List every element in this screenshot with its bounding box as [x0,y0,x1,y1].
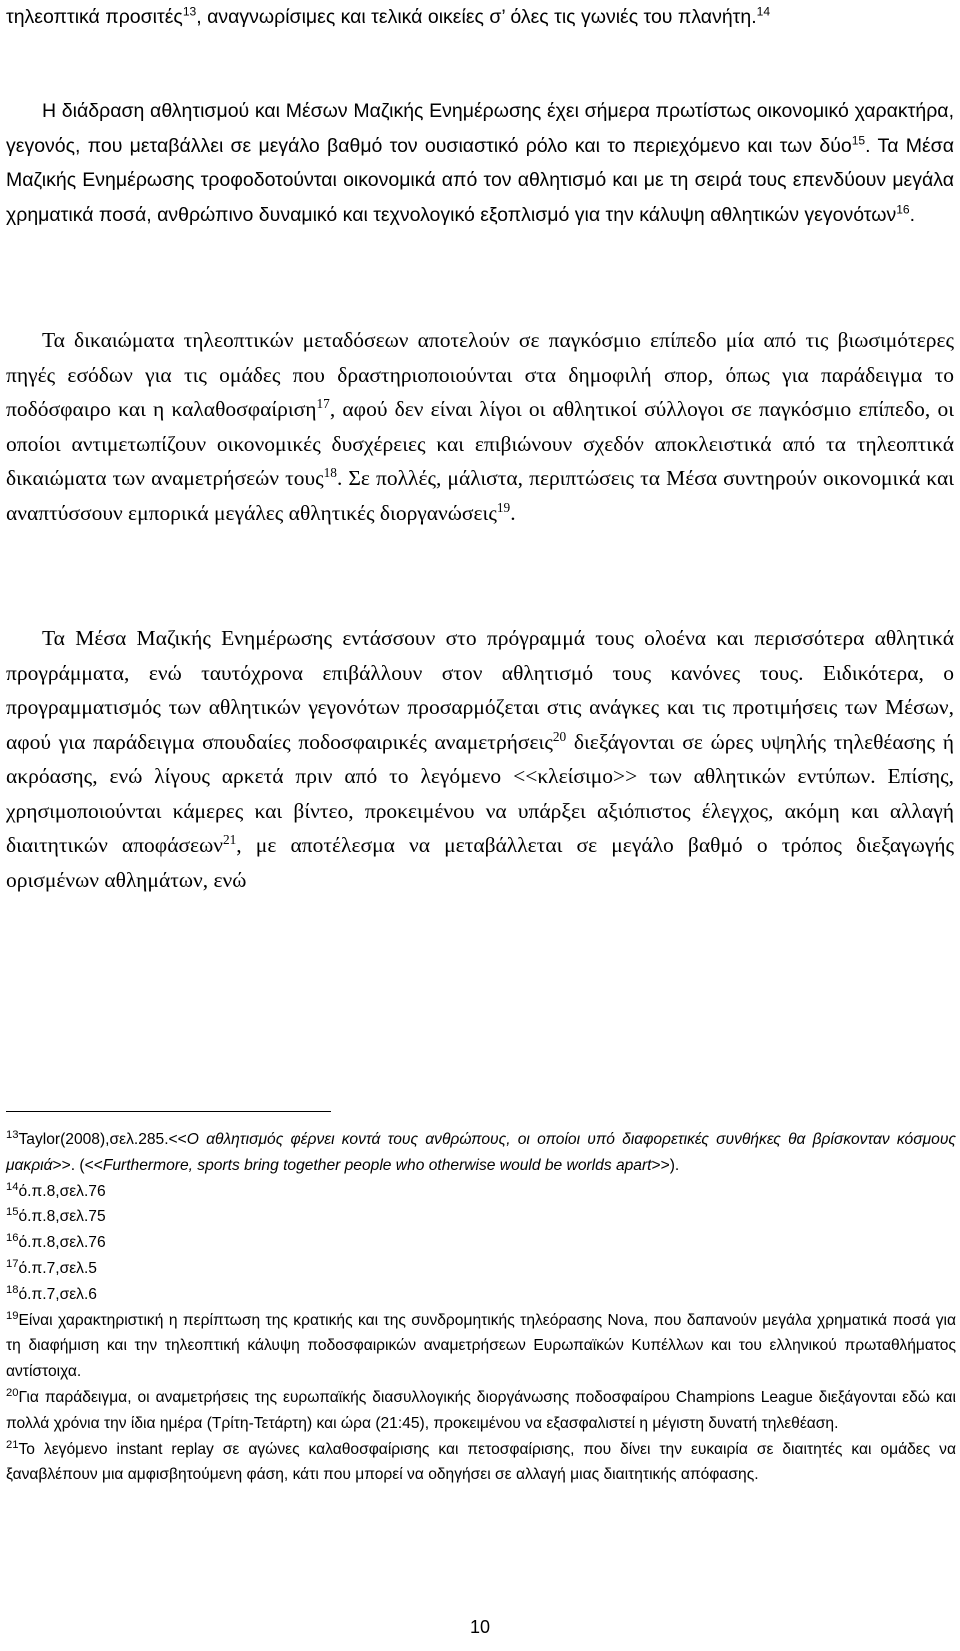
footnote-quote-greek: Ο αθλητισμός φέρνει κοντά τους ανθρώπους, οι οποίοι υπό διαφορετικές συνθήκες θα βρίσκονταν κόσμους μακριά [6,1131,956,1174]
footnote-text: >>). [651,1156,680,1174]
paragraph-0 [6,0,954,35]
paragraph-1 [6,94,954,232]
footnote-separator [6,1111,331,1112]
footnote-text: ό.π.8,σελ.75 [18,1208,106,1226]
footnote-ref-15[interactable]: 15 [851,133,866,147]
footnote-text: Για παράδειγμα, οι αναμετρήσεις της ευρωπαϊκής διασυλλογικής διοργάνωσης ποδοσφαίρου Champions League διεξάγονται εδώ και πολλά χρόνια την ίδια ημέρα (Τρίτη-Τετάρτη) και ώρα (21:45), προκειμένου να εξασφαλιστεί η μέγιστη δυνατή τηλεθέαση. [6,1388,956,1432]
footnote-15 [6,1204,956,1230]
text: διεξάγονται σε ώρες υψηλής τηλεθέασης ή ακρόασης, ενώ λίγους αρκετά πριν από το λεγόμενο <<κλείσιμο>> των αθλητικών εντύπων. Επίσης, χρησιμοποιούνται κάμερες και βίντεο, προκειμένου να υπάρξει αξιόπιστος έλεγχος, ακόμη και αλλαγή διαιτητικών αποφάσεων [6,729,954,857]
footnote-number: 17 [6,1257,19,1270]
text: . [909,203,916,226]
footnote-16 [6,1230,956,1256]
footnote-ref-16[interactable]: 16 [896,202,910,216]
footnote-ref-17[interactable]: 17 [316,395,330,411]
footnote-20 [6,1385,956,1437]
page-number: 10 [469,1617,491,1637]
text: , αναγνωρίσιμες και τελικά οικείες σ’ όλες τις γωνιές του πλανήτη. [196,6,757,28]
footnote-19 [6,1308,956,1385]
footnote-13 [6,1127,956,1179]
text: . [510,500,516,525]
footnote-number: 20 [6,1386,19,1399]
footnote-ref-13[interactable]: 13 [182,4,197,19]
paragraph-2-block [6,323,954,530]
paragraph-continuation [6,0,954,35]
text: . Σε πολλές, μάλιστα, περιπτώσεις τα Μέσα συντηρούν οικονομικά και αναπτύσσουν εμπορικά μεγάλες αθλητικές διοργανώσεις [6,466,954,525]
text: Τα δικαιώματα τηλεοπτικών μεταδόσεων αποτελούν σε παγκόσμιο επίπεδο μία από τις βιωσιμότερες πηγές εσόδων για τις ομάδες που δραστηριοποιούνται στα δημοφιλή σπορ, όπως για παράδειγμα το ποδόσφαιρο και η καλαθοσφαίριση [6,328,954,421]
footnote-ref-14[interactable]: 14 [756,4,771,19]
footnote-text: ό.π.8,σελ.76 [18,1234,106,1252]
footnote-number: 16 [6,1232,19,1244]
footnote-text: Taylor(2008),σελ.285.<< [18,1131,187,1148]
footnote-text: ό.π.7,σελ.6 [18,1285,97,1303]
footnote-text: Το λεγόμενο instant replay σε αγώνες καλαθοσφαίρισης και πετοσφαίρισης, που δίνει την ευκαιρία σε διαιτητές και ομάδες να ξαναβλέπουν μια αμφισβητούμενη φάση, κάτι που μπορεί να οδηγήσει σε αλλαγή μιας διαιτητικής απόφασης. [6,1440,956,1484]
text: . Τα Μέσα Μαζικής Ενημέρωσης τροφοδοτούνται οικονομικά από τον αθλητισμό και με τη σειρά τους επενδύουν μεγάλα χρηματικά ποσά, ανθρώπινο δυναμικό και τεχνολογικό εξοπλισμό για την κάλυψη αθλητικών γεγονότων [6,134,954,226]
footnote-text: >>. (<< [52,1156,103,1174]
text: τηλεοπτικά προσιτές [6,6,183,28]
footnote-18 [6,1282,956,1308]
text: , αφού δεν είναι λίγοι οι αθλητικοί σύλλογοι σε παγκόσμιο επίπεδο, οι οποίοι αντιμετωπίζουν οικονομικές δυσχέρειες και επιβιώνουν σχεδόν αποκλειστικά από τα τηλεοπτικά δικαιώματα των αναμετρήσεών τους [6,397,954,490]
footnote-text: ό.π.8,σελ.76 [18,1182,106,1200]
footnote-ref-20[interactable]: 20 [552,728,567,744]
footnote-21 [6,1437,956,1489]
footnote-14 [6,1179,956,1205]
paragraph-1-block [6,94,954,232]
footnote-number: 14 [6,1180,19,1193]
text: Η διάδραση αθλητισμού και Μέσων Μαζικής Ενημέρωσης έχει σήμερα πρωτίστως οικονομικό χαρακτήρα, γεγονός, που μεταβάλλει σε μεγάλο βαθμό τον ουσιαστικό ρόλο και το περιεχόμενο και των δύο [6,100,954,157]
footnote-number: 15 [6,1206,19,1219]
footnote-17 [6,1256,956,1282]
footnotes [6,1127,956,1488]
footnote-number: 19 [6,1309,19,1322]
footnote-number: 13 [6,1128,19,1141]
text: Τα Μέσα Μαζικής Ενημέρωσης εντάσσουν στο πρόγραμμά τους ολοένα και περισσότερα αθλητικά προγράμματα, ενώ ταυτόχρονα επιβάλλουν στον αθλητισμό τους κανόνες τους. Ειδικότερα, ο προγραμματισμός των αθλητικών γεγονότων προσαρμόζεται στις ανάγκες και τις προτιμήσεις των Μέσων, αφού για παράδειγμα σπουδαίες ποδοσφαιρικές αναμετρήσεις [6,626,954,754]
text: , με αποτέλεσμα να μεταβάλλεται σε μεγάλο βαθμό ο τρόπος διεξαγωγής ορισμένων αθλημάτων, ενώ [6,833,954,892]
paragraph-2 [6,323,954,530]
footnote-text: ό.π.7,σελ.5 [18,1259,97,1277]
footnote-quote-english: Furthermore, sports bring together people who otherwise would be worlds apart [102,1156,652,1174]
footnote-ref-19[interactable]: 19 [496,499,511,515]
footnote-number: 18 [6,1283,19,1296]
paragraph-3 [6,621,954,897]
footnote-ref-18[interactable]: 18 [323,464,337,480]
paragraph-3-block [6,621,954,897]
footnote-ref-21[interactable]: 21 [222,831,237,847]
footnote-text: Είναι χαρακτηριστική η περίπτωση της κρατικής και της συνδρομητικής τηλεόρασης Nova, που δαπανούν μεγάλα χρηματικά ποσά για τη διαφήμιση και την τηλεοπτική κάλυψη ποδοσφαιρικών αναμετρήσεων Ευρωπαϊκών Κυπέλλων και του ελληνικού πρωταθλήματος αντίστοιχα. [6,1311,956,1381]
footnote-number: 21 [6,1438,19,1451]
